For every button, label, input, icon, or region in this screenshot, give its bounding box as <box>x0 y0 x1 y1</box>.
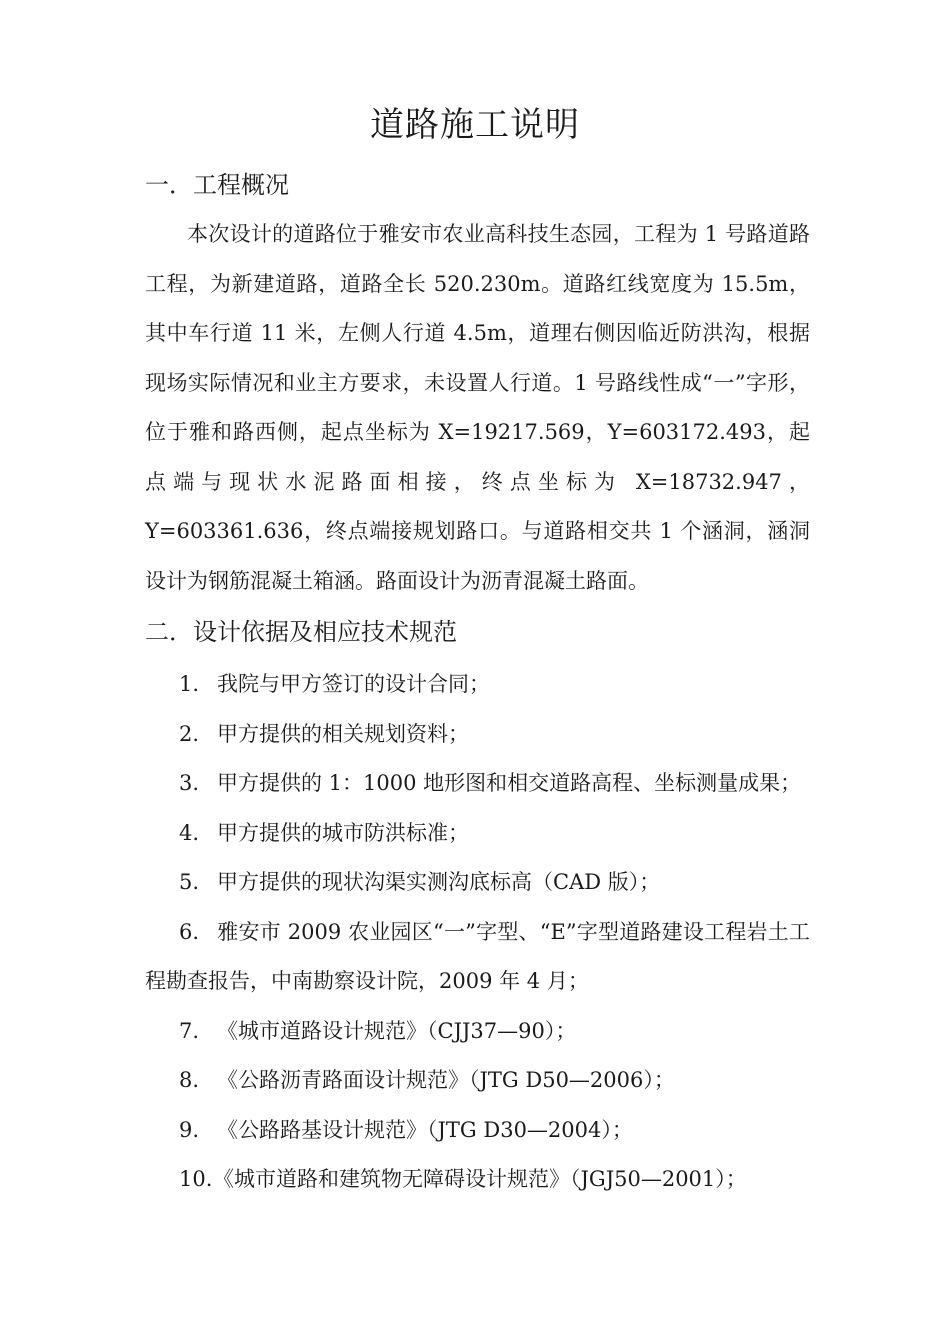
list-item <box>145 1106 810 1156</box>
section-heading-design-basis: 二．设计依据及相应技术规范 <box>145 618 457 646</box>
section-heading-overview: 一．工程概况 <box>145 171 289 199</box>
list-item <box>145 858 810 908</box>
list-item-number: 1. <box>179 672 200 696</box>
list-item-number: 9. <box>179 1117 200 1142</box>
list-item-text: 甲方提供的城市防洪标准； <box>217 820 469 845</box>
list-item-text: 《城市道路和建筑物无障碍设计规范》（JGJ50—2001）； <box>213 1167 747 1191</box>
list-item-number: 6. <box>179 919 200 944</box>
list-item-text: 我院与甲方签订的设计合同； <box>217 672 490 696</box>
overview-paragraph: 本次设计的道路位于雅安市农业高科技生态园，工程为 1 号路道路工程，为新建道路，道路全长 520.230m。道路红线宽度为 15.5m，其中车行道 11 米，左侧人行道 4.5m，道理右侧因临近防洪沟，根据现场实际情况和业主方要求，未设置人行道。1 号路线性成“一”字形，位于雅和路西侧，起点坐标为 X=19217.569，Y=603172.493，起点端与现状水泥路面相接，终点坐标为 X=18732.947，Y=603361.636，终点端接规划路口。与道路相交共 1 个涵洞，涵洞设计为钢筋混凝土箱涵。路面设计为沥青混凝土路面。 <box>145 222 810 593</box>
list-item-number: 7. <box>179 1018 200 1043</box>
list-item-text: 《公路路基设计规范》（JTG D30—2004）； <box>217 1117 633 1142</box>
list-item <box>145 710 810 760</box>
list-item <box>145 759 810 809</box>
list-item-text: 《公路沥青路面设计规范》（JTG D50—2006）； <box>217 1068 675 1092</box>
list-item-number: 5. <box>179 870 200 894</box>
list-item-number: 8. <box>179 1068 200 1092</box>
list-item-number: 10. <box>179 1167 213 1191</box>
list-item <box>145 1007 810 1057</box>
list-item <box>145 908 810 1007</box>
list-item <box>145 809 810 859</box>
list-item-text: 甲方提供的现状沟渠实测沟底标高（CAD 版）； <box>217 870 661 894</box>
list-item <box>145 1155 810 1205</box>
list-item <box>145 1056 810 1106</box>
document-title: 道路施工说明 <box>370 105 580 145</box>
list-item <box>145 660 810 710</box>
list-item-number: 4. <box>179 820 200 845</box>
reference-list <box>145 660 810 1205</box>
list-item-text: 甲方提供的 1：1000 地形图和相交道路高程、坐标测量成果； <box>217 771 802 795</box>
list-item-text: 《城市道路设计规范》（CJJ37—90）； <box>217 1018 577 1043</box>
list-item-number: 3. <box>179 771 200 795</box>
list-item-text: 甲方提供的相关规划资料； <box>217 721 469 746</box>
list-item-text: 雅安市 2009 农业园区“一”字型、“E”字型道路建设工程岩土工程勘查报告，中南勘察设计院，2009 年 4 月； <box>145 919 810 993</box>
list-item-number: 2. <box>179 721 200 746</box>
